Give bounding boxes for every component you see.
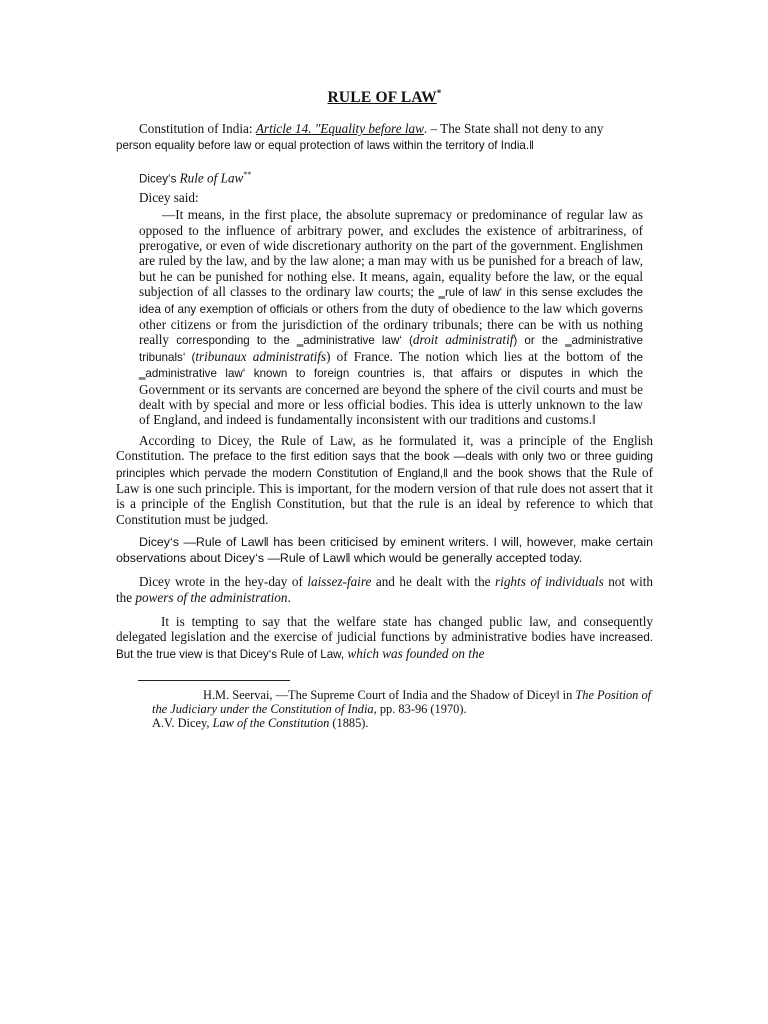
criticised-paragraph: Dicey‘s ―Rule of Law‖ has been criticised by eminent writers. I will, however, make certain observations about Dicey‘s ―Rule of Law‖ which would be generally accepted today. (116, 535, 653, 565)
tempting-paragraph (116, 614, 653, 662)
footnote-2 (116, 716, 653, 730)
footnote-1-title: The Position of the Judiciary under the Constitution of India (152, 688, 652, 717)
title-footnote-mark: * (436, 88, 442, 98)
footnote-2-text: A.V. Dicey, (152, 716, 213, 731)
according-paragraph (116, 433, 653, 527)
quote-part-6: ) of France. The notion which lies at the bottom of (326, 348, 627, 364)
quote-part-3: or others from the duty of obedience to the law which governs other citizens or from the jurisdiction of the ordinary tribunals; there can be with us nothing really (139, 300, 643, 348)
quote-droit-administratif: droit administratif (412, 332, 514, 348)
constitution-text-1: . – The State shall not deny to any (423, 121, 604, 137)
constitution-paragraph (116, 121, 653, 153)
tempting-text-2: increased. But the true view is that Dicey‘s Rule of Law, (116, 631, 653, 661)
quote-part-7: the ‗administrative law‘ known to foreign countries is, that affairs or disputes in which (139, 350, 644, 381)
footnote-1-text: H.M. Seervai, ―The Supreme Court of India and the Shadow of Dicey‖ in (203, 688, 576, 703)
dicey-heading-italic: Rule of Law (179, 170, 244, 186)
quote-part-2: ‗rule of law‘ in this sense excludes the idea of any exemption of officials (139, 286, 643, 316)
heyday-text-3: not with the (116, 574, 654, 605)
constitution-colon: : (248, 121, 256, 137)
tempting-text-3: which was founded on the (344, 645, 485, 661)
footnote-2-title: Law of the Constitution (212, 716, 330, 731)
heyday-text-1: Dicey wrote in the hey-day of (139, 574, 308, 590)
footnote-1 (116, 688, 653, 716)
article-14-link (256, 121, 424, 136)
according-text-1: According to Dicey, the Rule of Law, as he formulated it, was a principle of the English Constitution. (116, 432, 653, 464)
constitution-text-2: person equality before law or equal protection of laws within the territory of India.‖ (116, 138, 534, 152)
quote-part-5: ) or the ‗administrative tribunals‘ ( (139, 334, 643, 364)
article-14-text: Article 14. "Equality before law (255, 121, 424, 137)
title-text: RULE OF LAW (327, 89, 437, 107)
heyday-powers-of-administration: powers of the administration (135, 589, 288, 605)
heyday-rights-of-individuals: rights of individuals (495, 574, 604, 590)
document-page (116, 88, 653, 730)
footnote-divider (138, 680, 290, 681)
dicey-heading-footnote-mark: ** (243, 169, 252, 179)
quote-part-8: the Government or its servants are concerned are beyond the sphere of the civil courts and must be dealt with by special and more or less official bodies. This idea is utterly unknown to the law of England, and indeed is fundamentally inconsistent with our traditions and customs.‖ (139, 365, 643, 428)
tempting-text-1: It is tempting to say that the welfare state has changed public law, and consequently delegated legislation and the exercise of judicial functions by administrative bodies have (116, 613, 653, 645)
quote-part-1: ―It means, in the first place, the absolute supremacy or predominance of regular law as opposed to the influence of arbitrary power, and excludes the existence of arbitrariness, of prerogative, or even of wide discretionary authority on the part of the government. Englishmen are ruled by the law, and by the law alone; a man may with us be punished for a breach of law, but he can be punished for nothing else. It means, again, equality before the law, or the equal subjection of all classes to the ordinary law courts; the (139, 207, 643, 300)
dicey-quote (116, 207, 653, 428)
quote-tribunaux-administratifs: tribunaux administratifs (195, 348, 327, 364)
heyday-text-2: and he dealt with the (371, 574, 496, 590)
according-text-3: that the Rule of Law is one such principle. This is important, for the modern version of that rule does not assert that it is a principle of the English Constitution, but that the rule is an ideal by reference to which that Constitution must be judged. (116, 464, 653, 527)
heyday-paragraph (116, 574, 653, 605)
footnote-1-pages: , pp. 83-96 (1970). (373, 702, 467, 717)
dicey-heading-prefix: Dicey‘s (139, 172, 180, 186)
heyday-text-4: . (287, 589, 291, 605)
heyday-laissez-faire: laissez-faire (307, 574, 372, 590)
according-text-2: The preface to the first edition says that the book ―deals with only two or three guiding principles which pervade the modern Constitution of England,‖ and the book shows (116, 450, 653, 480)
constitution-label: Constitution of India (139, 121, 249, 137)
dicey-said: Dicey said: (139, 189, 199, 205)
page-title (116, 88, 653, 107)
quote-part-4: corresponding to the ‗administrative law‘ ( (176, 334, 413, 348)
dicey-heading (116, 167, 653, 187)
dicey-quote-text (139, 207, 643, 428)
footnote-2-year: (1885). (329, 716, 369, 731)
